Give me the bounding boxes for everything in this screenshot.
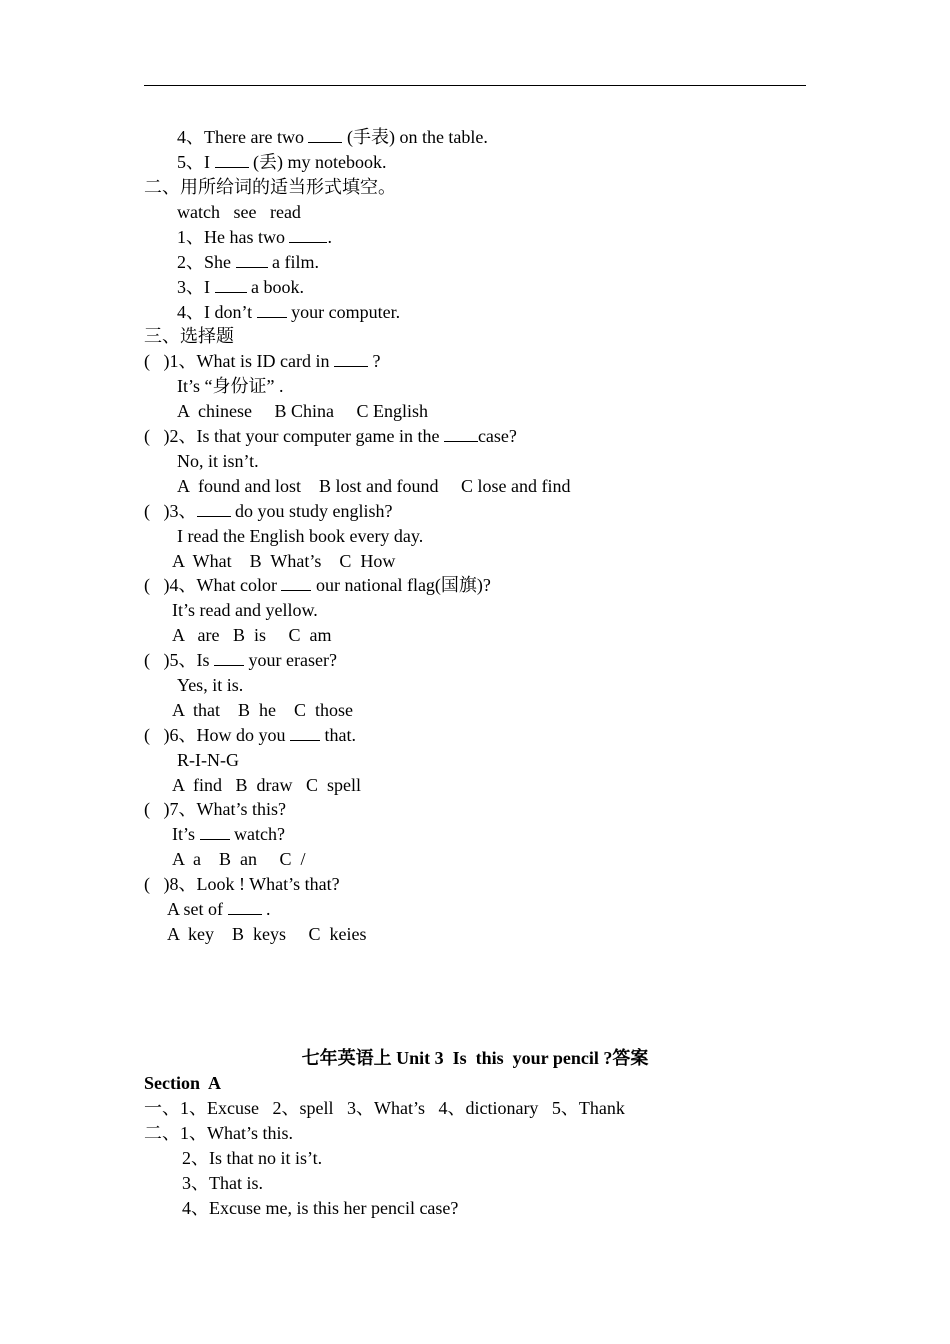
blank: [257, 303, 287, 318]
question-4-answer: It’s read and yellow.: [172, 600, 318, 620]
blank: [308, 128, 342, 143]
blank: [215, 278, 247, 293]
part3-heading: 三、选择题: [144, 326, 234, 346]
part2-item-4: [177, 301, 400, 323]
answers-title: 七年英语上 Unit 3 Is this your pencil ?答案: [301, 1048, 649, 1068]
answers-line-3: 2、Is that no it is’t.: [182, 1148, 323, 1168]
question-6-answer: R-I-N-G: [177, 750, 239, 770]
blank: [215, 153, 249, 168]
q-text: a book.: [246, 277, 304, 297]
q-text: Look ! What’s that?: [196, 874, 340, 894]
q-text: that.: [320, 725, 356, 745]
question-3-options: A What B What’s C How: [172, 551, 396, 571]
question-1: [144, 350, 380, 372]
question-7: [144, 798, 286, 820]
q-text: do you study english?: [230, 501, 393, 521]
blank: [214, 651, 244, 666]
question-5: [144, 649, 337, 671]
q-text: case?: [477, 426, 517, 446]
q-number: ( )4、: [144, 575, 197, 595]
blank: [281, 576, 311, 591]
blank: [197, 502, 231, 517]
blank: [236, 253, 268, 268]
question-1-answer: It’s “身份证” .: [177, 376, 284, 396]
q-number: ( )7、: [144, 799, 197, 819]
blank: [228, 900, 262, 915]
answers-line-5: 4、Excuse me, is this her pencil case?: [182, 1198, 459, 1218]
question-6-options: A find B draw C spell: [172, 775, 361, 795]
question-6: [144, 724, 356, 746]
part2-item-3: [177, 276, 304, 298]
q-text: (丢) my notebook.: [248, 152, 387, 172]
q-text: 4、I don’t: [177, 302, 257, 322]
q-text: (手表) on the table.: [342, 127, 488, 147]
question-2-answer: No, it isn’t.: [177, 451, 259, 471]
part1-q5: [177, 151, 386, 173]
question-8: [144, 873, 340, 895]
question-5-options: A that B he C those: [172, 700, 353, 720]
part2-item-1: [177, 226, 332, 248]
question-1-options: A chinese B China C English: [177, 401, 428, 421]
q-text: Is: [196, 650, 214, 670]
question-7-answer: [172, 823, 285, 845]
blank: [444, 427, 478, 442]
q-text: How do you: [196, 725, 290, 745]
question-8-options: A key B keys C keies: [167, 924, 367, 944]
q-text: your computer.: [286, 302, 401, 322]
blank: [200, 825, 230, 840]
q-text: 3、I: [177, 277, 215, 297]
q-text: .: [261, 899, 271, 919]
question-7-options: A a B an C /: [172, 849, 306, 869]
question-4-options: A are B is C am: [172, 625, 332, 645]
question-3: [144, 500, 393, 522]
q-number: ( )5、: [144, 650, 197, 670]
q-text: 1、He has two: [177, 227, 290, 247]
question-8-answer: [167, 898, 271, 920]
blank: [289, 228, 327, 243]
question-5-answer: Yes, it is.: [177, 675, 244, 695]
q-text: Is that your computer game in the: [196, 426, 444, 446]
q-text: your eraser?: [244, 650, 337, 670]
q-text: 2、She: [177, 252, 236, 272]
q-text: .: [327, 227, 332, 247]
q-number: ( )1、: [144, 351, 197, 371]
answers-line-2: 二、1、What’s this.: [144, 1123, 293, 1143]
answers-line-4: 3、That is.: [182, 1173, 263, 1193]
q-number: ( )3、: [144, 501, 197, 521]
q-text: What’s this?: [196, 799, 286, 819]
q-number: ( )8、: [144, 874, 197, 894]
header-rule: [144, 85, 806, 86]
question-3-answer: I read the English book every day.: [177, 526, 424, 546]
q-text: It’s: [172, 824, 200, 844]
q-text: 5、I: [177, 152, 215, 172]
part2-item-2: [177, 251, 319, 273]
part2-words: watch see read: [177, 202, 301, 222]
q-text: What color: [196, 575, 282, 595]
blank: [290, 726, 320, 741]
question-2-options: A found and lost B lost and found C lose and find: [177, 476, 571, 496]
q-number: ( )6、: [144, 725, 197, 745]
q-text: What is ID card in: [196, 351, 334, 371]
answers-section: Section A: [144, 1073, 222, 1093]
q-text: a film.: [267, 252, 319, 272]
q-number: ( )2、: [144, 426, 197, 446]
q-text: our national flag(国旗)?: [311, 575, 491, 595]
part1-q4: [177, 126, 488, 148]
question-4: [144, 574, 491, 596]
answers-line-1: 一、1、Excuse 2、spell 3、What’s 4、dictionary 5、Thank: [144, 1098, 625, 1118]
q-text: 4、There are two: [177, 127, 309, 147]
question-2: [144, 425, 517, 447]
q-text: A set of: [167, 899, 228, 919]
blank: [334, 352, 368, 367]
q-text: watch?: [229, 824, 285, 844]
q-text: ?: [367, 351, 381, 371]
part2-heading: 二、用所给词的适当形式填空。: [144, 177, 396, 197]
